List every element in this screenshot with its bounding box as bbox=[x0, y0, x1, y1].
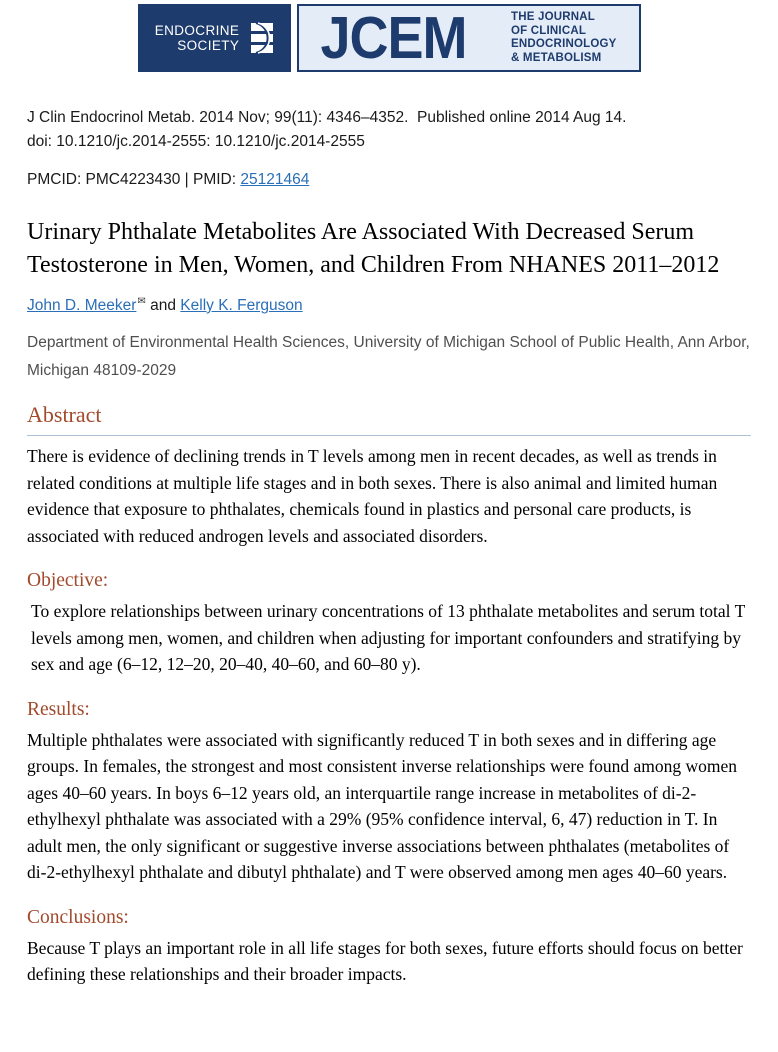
endocrine-society-logo-mark-icon bbox=[246, 22, 273, 54]
results-paragraph: Multiple phthalates were associated with significantly reduced T in both sexes and in differing age groups. In females, the strongest and most consistent inverse relationships were found among women ages 40–60 years. In boys 6–12 years old, an interquartile range increase in metabolites of di-2-ethylhexyl phthalate was associated with a 29% (95% confidence interval, 6, 47) reduction in T. In adult men, the only significant or suggestive inverse associations between phthalates (metabolites of di-2-ethylhexyl phthalate and dibutyl phthalate) and T were observed among men ages 40–60 years. bbox=[27, 729, 738, 882]
affiliation-text: Department of Environmental Health Sciences, University of Michigan School of Public Health, Ann Arbor, Michigan 48109-2029 bbox=[27, 334, 750, 379]
objective-paragraph: To explore relationships between urinary concentrations of 13 phthalate metabolites and serum total T levels among men, women, and children when adjusting for important confounders and stratifying by sex and age (6–12, 12–20, 20–40, 40–60, and 60–80 y). bbox=[31, 601, 745, 674]
jcem-logotype: JCEM bbox=[320, 4, 467, 71]
journal-banner-link[interactable] bbox=[138, 4, 641, 72]
objective-heading: Objective: bbox=[27, 570, 109, 591]
article-content bbox=[0, 106, 778, 988]
article-ids-line bbox=[27, 168, 751, 192]
abstract-heading: Abstract bbox=[27, 403, 751, 436]
citation-line: J Clin Endocrinol Metab. 2014 Nov; 99(11): 4346–4352. Published online 2014 Aug 14. bbox=[27, 109, 627, 126]
citation-block bbox=[27, 106, 751, 154]
journal-name-line3: ENDOCRINOLOGY bbox=[511, 38, 617, 50]
corresponding-author-envelope-icon[interactable]: ✉ bbox=[137, 295, 146, 307]
society-name-line2: SOCIETY bbox=[177, 38, 240, 53]
jcem-banner-panel bbox=[297, 4, 641, 72]
endocrine-society-wordmark bbox=[155, 23, 240, 53]
author-conjunction: and bbox=[145, 297, 181, 314]
journal-name-line4: & METABOLISM bbox=[511, 51, 602, 64]
pmid-link[interactable]: 25121464 bbox=[240, 171, 310, 188]
journal-name-line2: OF CLINICAL bbox=[511, 24, 587, 37]
pmcid-pmid-label: PMCID: PMC4223430 | PMID: bbox=[27, 171, 241, 188]
results-heading: Results: bbox=[27, 698, 90, 720]
doi-line: doi: 10.1210/jc.2014-2555: 10.1210/jc.2014-2555 bbox=[27, 133, 365, 150]
author-line bbox=[27, 297, 751, 315]
journal-full-name bbox=[511, 11, 638, 65]
article-title: Urinary Phthalate Metabolites Are Associated With Decreased Serum Testosterone in Men, Women, and Children From NHANES 2011–2012 bbox=[27, 219, 720, 278]
journal-name-line1: THE JOURNAL bbox=[511, 11, 596, 23]
conclusions-paragraph: Because T plays an important role in all life stages for both sexes, future efforts should focus on better defining these relationships and their broader impacts. bbox=[27, 937, 743, 984]
abstract-intro-paragraph: There is evidence of declining trends in T levels among men in recent decades, as well as trends in related conditions at multiple life stages and in both sexes. There is also animal and limited human evidence that exposure to phthalates, chemicals found in plastics and personal care products, is associated with reduced androgen levels and associated disorders. bbox=[27, 446, 718, 546]
society-name-line1: ENDOCRINE bbox=[154, 22, 240, 38]
conclusions-heading: Conclusions: bbox=[27, 906, 129, 928]
author-link-kelly-k-ferguson[interactable]: Kelly K. Ferguson bbox=[180, 297, 303, 314]
endocrine-society-logo bbox=[138, 4, 291, 72]
author-link-john-d-meeker[interactable]: John D. Meeker bbox=[27, 297, 137, 314]
